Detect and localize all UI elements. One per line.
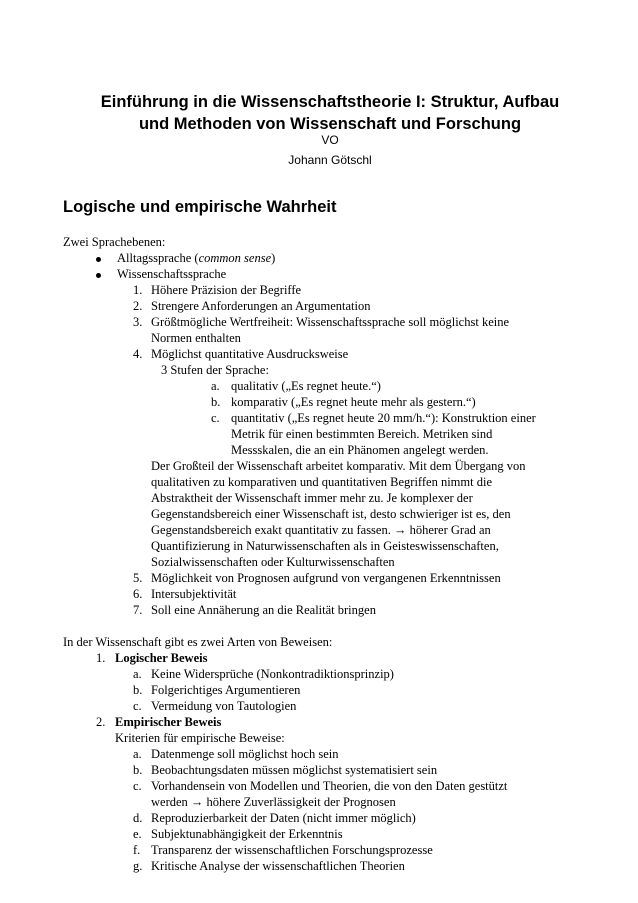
- criteria-intro: Kriterien für empirische Beweise:: [115, 731, 285, 745]
- paragraph-line: Abstraktheit der Wissenschaft immer mehr zu. Je komplexer der: [151, 491, 473, 505]
- paragraph-line: Sozialwissenschaften oder Kulturwissenschaften: [151, 555, 395, 569]
- list-item-continuation: werden → höhere Zuverlässigkeit der Prognosen: [151, 795, 396, 809]
- list-item: Vorhandensein von Modellen und Theorien, die von den Daten gestützt: [151, 779, 508, 793]
- paragraph-line: Gegenstandsbereich exakt quantitativ zu fassen. → höherer Grad an: [151, 523, 491, 537]
- list-letter: a.: [133, 747, 142, 761]
- stages-intro: 3 Stufen der Sprache:: [161, 363, 269, 377]
- list-number: 3.: [133, 315, 143, 329]
- list-number: 2.: [133, 299, 143, 313]
- list-letter: c.: [211, 411, 220, 425]
- list-item: Folgerichtiges Argumentieren: [151, 683, 301, 697]
- document-title: [40, 91, 620, 135]
- list-item: Datenmenge soll möglichst hoch sein: [151, 747, 339, 761]
- list-item: Keine Widersprüche (Nonkontradiktionsprinzip): [151, 667, 394, 681]
- list-item: Strengere Anforderungen an Argumentation: [151, 299, 371, 313]
- stage-item: quantitativ („Es regnet heute 20 mm/h.“): Konstruktion einer: [231, 411, 536, 425]
- list-item: Vermeidung von Tautologien: [151, 699, 297, 713]
- list-number: 6.: [133, 587, 143, 601]
- list-item: Möglichst quantitative Ausdrucksweise: [151, 347, 349, 361]
- list-letter: d.: [133, 811, 143, 825]
- list-item: Größtmögliche Wertfreiheit: Wissenschaftssprache soll möglichst keine: [151, 315, 510, 329]
- stage-item-continuation: Messskalen, die an ein Phänomen angelegt werden.: [231, 443, 489, 457]
- list-number: 1.: [133, 283, 143, 297]
- course-type: VO: [321, 133, 339, 147]
- list-item: Intersubjektivität: [151, 587, 237, 601]
- title-line-2: und Methoden von Wissenschaft und Forschung: [138, 115, 522, 133]
- list-letter: b.: [133, 763, 143, 777]
- logical-proof-title: Logischer Beweis: [115, 651, 208, 665]
- list-item: Reproduzierbarkeit der Daten (nicht immer möglich): [151, 811, 416, 825]
- paragraph-line: Der Großteil der Wissenschaft arbeitet komparativ. Mit dem Übergang von: [151, 459, 526, 473]
- list-item-everyday-language: Alltagssprache (common sense): [117, 251, 276, 265]
- list-letter: c.: [133, 779, 142, 793]
- list-item-science-language: Wissenschaftssprache: [117, 267, 227, 281]
- list-item: Möglichkeit von Prognosen aufgrund von vergangenen Erkenntnissen: [151, 571, 501, 585]
- list-item: Subjektunabhängigkeit der Erkenntnis: [151, 827, 343, 841]
- list-letter: c.: [133, 699, 142, 713]
- proofs-intro: In der Wissenschaft gibt es zwei Arten von Beweisen:: [63, 635, 333, 649]
- list-letter: e.: [133, 827, 142, 841]
- list-number: 7.: [133, 603, 143, 617]
- list-item: Höhere Präzision der Begriffe: [151, 283, 302, 297]
- paragraph-line: Quantifizierung in Naturwissenschaften als in Geisteswissenschaften,: [151, 539, 499, 553]
- author-name: Johann Götschl: [288, 153, 372, 167]
- list-number: 4.: [133, 347, 143, 361]
- list-item: Beobachtungsdaten müssen möglichst systematisiert sein: [151, 763, 438, 777]
- section-heading: Logische und empirische Wahrheit: [63, 198, 337, 216]
- list-number: 2.: [96, 715, 106, 729]
- stage-item: komparativ („Es regnet heute mehr als gestern.“): [231, 395, 476, 409]
- bullet-icon: [96, 257, 101, 262]
- title-line-1: Einführung in die Wissenschaftstheorie I: Struktur, Aufbau: [100, 93, 560, 111]
- paragraph-line: qualitativen zu komparativen und quantitativen Begriffen nimmt die: [151, 475, 492, 489]
- list-letter: b.: [211, 395, 221, 409]
- stage-item-continuation: Metrik für einen bestimmten Bereich. Metriken sind: [231, 427, 493, 441]
- list-number: 1.: [96, 651, 106, 665]
- empirical-proof-title: Empirischer Beweis: [115, 715, 222, 729]
- paragraph-line: Gegenstandsbereich einer Wissenschaft ist, desto schwieriger ist es, den: [151, 507, 511, 521]
- language-levels-intro: Zwei Sprachebenen:: [63, 235, 166, 249]
- list-number: 5.: [133, 571, 143, 585]
- list-letter: g.: [133, 859, 143, 873]
- list-item-continuation: Normen enthalten: [151, 331, 241, 345]
- list-letter: f.: [133, 843, 141, 857]
- list-letter: a.: [133, 667, 142, 681]
- list-item: Transparenz der wissenschaftlichen Forschungsprozesse: [151, 843, 433, 857]
- stage-item: qualitativ („Es regnet heute.“): [231, 379, 381, 393]
- bullet-icon: [96, 273, 101, 278]
- list-letter: a.: [211, 379, 220, 393]
- list-item: Kritische Analyse der wissenschaftlichen Theorien: [151, 859, 405, 873]
- list-item: Soll eine Annäherung an die Realität bringen: [151, 603, 376, 617]
- list-letter: b.: [133, 683, 143, 697]
